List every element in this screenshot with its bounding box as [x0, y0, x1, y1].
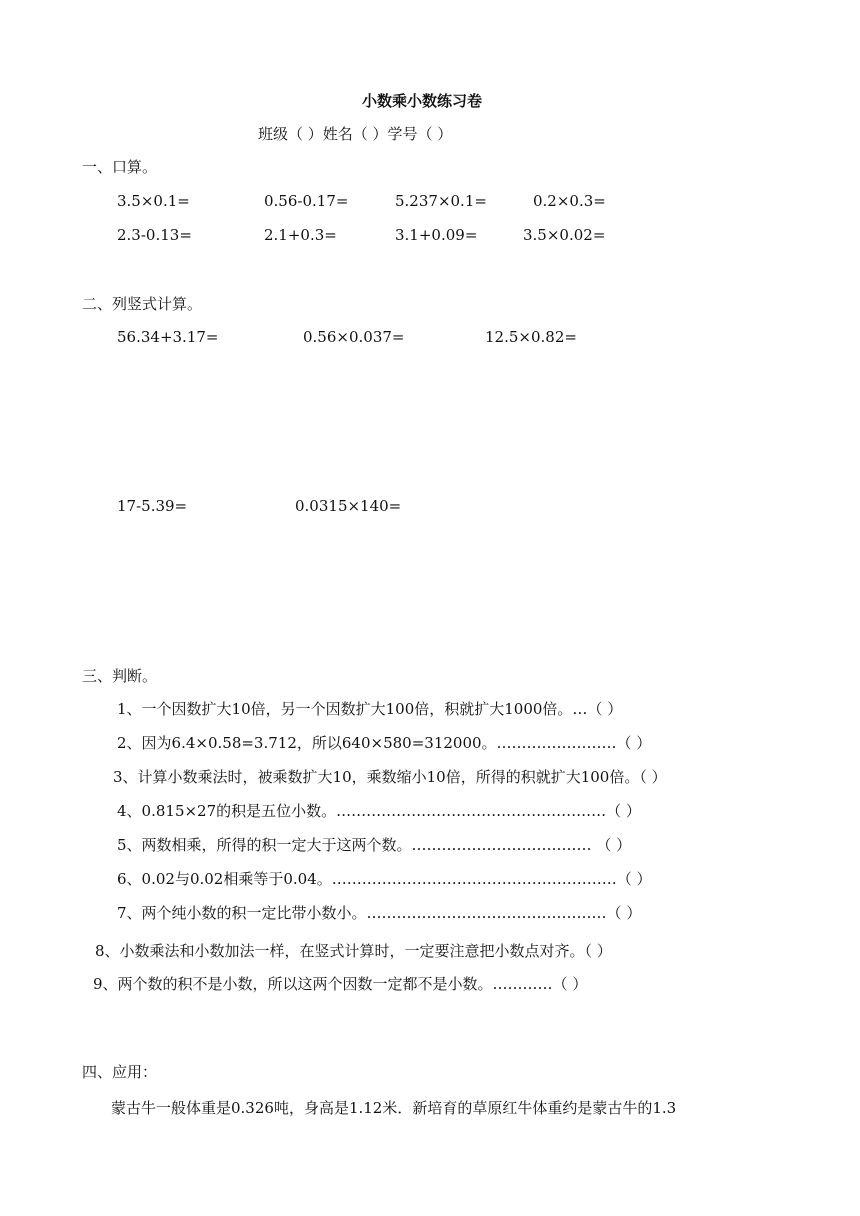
- judgment-item: 6、0.02与0.02相乘等于0.04。…………………………………………………（ ）: [117, 870, 652, 888]
- judgment-item: 1、一个因数扩大10倍，另一个因数扩大100倍，积就扩大1000倍。…（ ）: [117, 700, 623, 718]
- oral-problem: 5.237×0.1=: [395, 192, 487, 210]
- vertical-calc-problem: 0.56×0.037=: [303, 328, 405, 346]
- vertical-calc-problem: 17-5.39=: [117, 497, 188, 515]
- oral-problem: 3.5×0.02=: [523, 226, 606, 244]
- vertical-calc-problem: 56.34+3.17=: [117, 328, 219, 346]
- vertical-calc-problem: 12.5×0.82=: [485, 328, 577, 346]
- word-problem-text: 蒙古牛一般体重是0.326吨，身高是1.12米．新培育的草原红牛体重约是蒙古牛的1.3: [111, 1099, 677, 1117]
- section3-heading: 三、判断。: [82, 667, 158, 685]
- oral-problem: 2.1+0.3=: [264, 226, 337, 244]
- section1-heading: 一、口算。: [82, 158, 158, 176]
- judgment-item: 2、因为6.4×0.58=3.712，所以640×580=312000。……………………（ ）: [117, 734, 652, 752]
- judgment-item: 4、0.815×27的积是五位小数。………………………………………………（ ）: [117, 802, 641, 820]
- judgment-item: 9、两个数的积不是小数，所以这两个因数一定都不是小数。…………（ ）: [93, 975, 588, 993]
- section4-heading: 四、应用：: [82, 1063, 158, 1081]
- vertical-calc-problem: 0.0315×140=: [295, 497, 402, 515]
- section2-heading: 二、列竖式计算。: [82, 295, 203, 313]
- student-info-line: 班级（ ）姓名（ ）学号（ ）: [258, 125, 453, 143]
- oral-problem: 3.1+0.09=: [395, 226, 478, 244]
- judgment-item: 8、小数乘法和小数加法一样，在竖式计算时，一定要注意把小数点对齐。（ ）: [95, 942, 612, 960]
- page-title: 小数乘小数练习卷: [362, 92, 483, 110]
- judgment-item: 7、两个纯小数的积一定比带小数小。…………………………………………（ ）: [117, 904, 642, 922]
- oral-problem: 3.5×0.1=: [117, 192, 190, 210]
- oral-problem: 0.2×0.3=: [533, 192, 606, 210]
- judgment-item: 3、计算小数乘法时，被乘数扩大10，乘数缩小10倍，所得的积就扩大100倍。（ ）: [113, 768, 667, 786]
- oral-problem: 0.56-0.17=: [264, 192, 349, 210]
- judgment-item: 5、两数相乘，所得的积一定大于这两个数。……………………………… （ ）: [117, 836, 632, 854]
- oral-problem: 2.3-0.13=: [117, 226, 192, 244]
